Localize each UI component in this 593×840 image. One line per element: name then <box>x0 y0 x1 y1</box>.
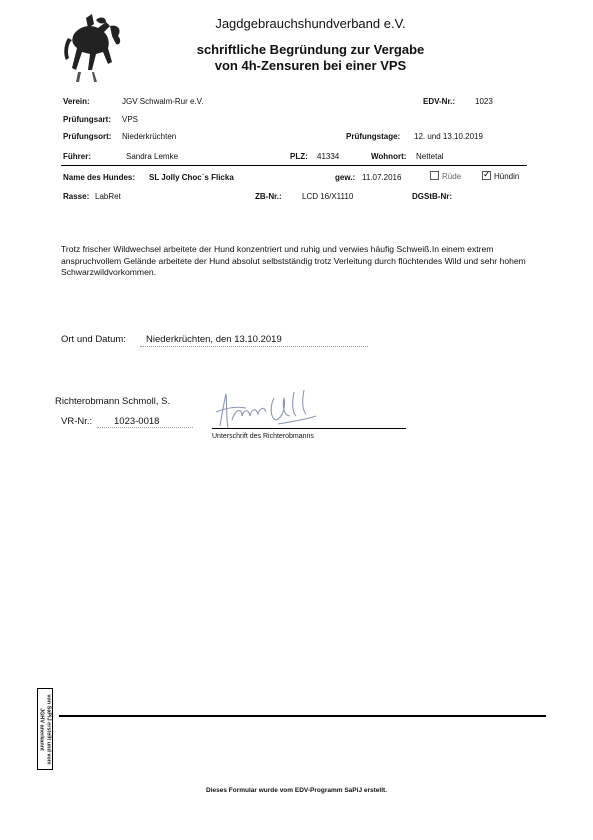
signature-line <box>212 428 406 429</box>
rasse-label: Rasse: <box>63 192 90 201</box>
divider <box>61 165 527 166</box>
ruede-checkbox[interactable] <box>430 171 439 180</box>
form-title-line1: schriftliche Begründung zur Vergabe <box>196 42 425 57</box>
huendin-checkbox[interactable] <box>482 171 491 180</box>
ort-datum-value: Niederkrüchten, den 13.10.2019 <box>146 334 282 345</box>
ort-datum-label: Ort und Datum: <box>61 334 126 345</box>
form-title-line2: von 4h-Zensuren bei einer VPS <box>214 58 407 73</box>
sapij-stamp-text: von SaPiJ erstellt und vom JGHV anerkannt <box>39 694 52 765</box>
gew-value: 11.07.2016 <box>362 173 402 182</box>
signature <box>212 386 322 437</box>
zb-label: ZB-Nr.: <box>255 192 282 201</box>
dgstb-label: DGStB-Nr: <box>412 192 452 201</box>
dog-name-label: Name des Hundes: <box>63 173 136 182</box>
ruede-label: Rüde <box>442 172 462 181</box>
vr-label: VR-Nr.: <box>61 416 93 427</box>
pruefungstage-value: 12. und 13.10.2019 <box>414 132 483 141</box>
rasse-value: LabRet <box>95 192 121 201</box>
richterobmann: Richterobmann Schmoll, S. <box>55 396 171 407</box>
justification-text: Trotz frischer Wildwechsel arbeitete der Hund konzentriert und ruhig und verwies häufig Schweiß.In einem extrem anspruchvollem Gelände arbeitete der Hund absolut selbstständig trotz Verleitung durch flüchtendes Wild und sehr hohem Schwarzwildvorkommen. <box>61 244 526 277</box>
wohnort-value: Nettetal <box>416 152 444 161</box>
edv-value: 1023 <box>475 97 493 106</box>
fuehrer-label: Führer: <box>63 152 91 161</box>
verein-label: Verein: <box>63 97 90 106</box>
bottom-rule <box>59 715 546 717</box>
sapij-stamp <box>37 688 53 770</box>
dog-name-value: SL Jolly Choc´s Flicka <box>149 173 234 182</box>
gew-label: gew.: <box>335 173 356 182</box>
pruefungstage-label: Prüfungstage: <box>346 132 401 141</box>
pruefungsort-value: Niederkrüchten <box>122 132 177 141</box>
pruefungsart-value: VPS <box>122 115 139 124</box>
edv-label: EDV-Nr.: <box>423 97 456 106</box>
pruefungsort-label: Prüfungsort: <box>63 132 112 141</box>
plz-label: PLZ: <box>290 152 308 161</box>
signature-caption: Unterschrift des Richterobmanns <box>212 433 314 440</box>
zb-value: LCD 16/X1110 <box>302 192 354 201</box>
huendin-label: Hündin <box>494 172 520 181</box>
ruede-option[interactable] <box>430 172 461 181</box>
ort-datum-line <box>140 346 368 347</box>
org-name: Jagdgebrauchshundverband e.V. <box>215 16 406 31</box>
vr-line <box>97 427 193 428</box>
wohnort-label: Wohnort: <box>371 152 407 161</box>
logo-horse <box>60 14 130 91</box>
pruefungsart-label: Prüfungsart: <box>63 115 111 124</box>
huendin-option[interactable] <box>482 172 519 181</box>
verein-value: JGV Schwalm-Rur e.V. <box>122 97 204 106</box>
plz-value: 41334 <box>317 152 340 161</box>
form-footer-note: Dieses Formular wurde vom EDV-Programm SaPiJ erstellt. <box>206 787 387 794</box>
fuehrer-value: Sandra Lemke <box>126 152 179 161</box>
vr-value: 1023-0018 <box>114 416 160 427</box>
